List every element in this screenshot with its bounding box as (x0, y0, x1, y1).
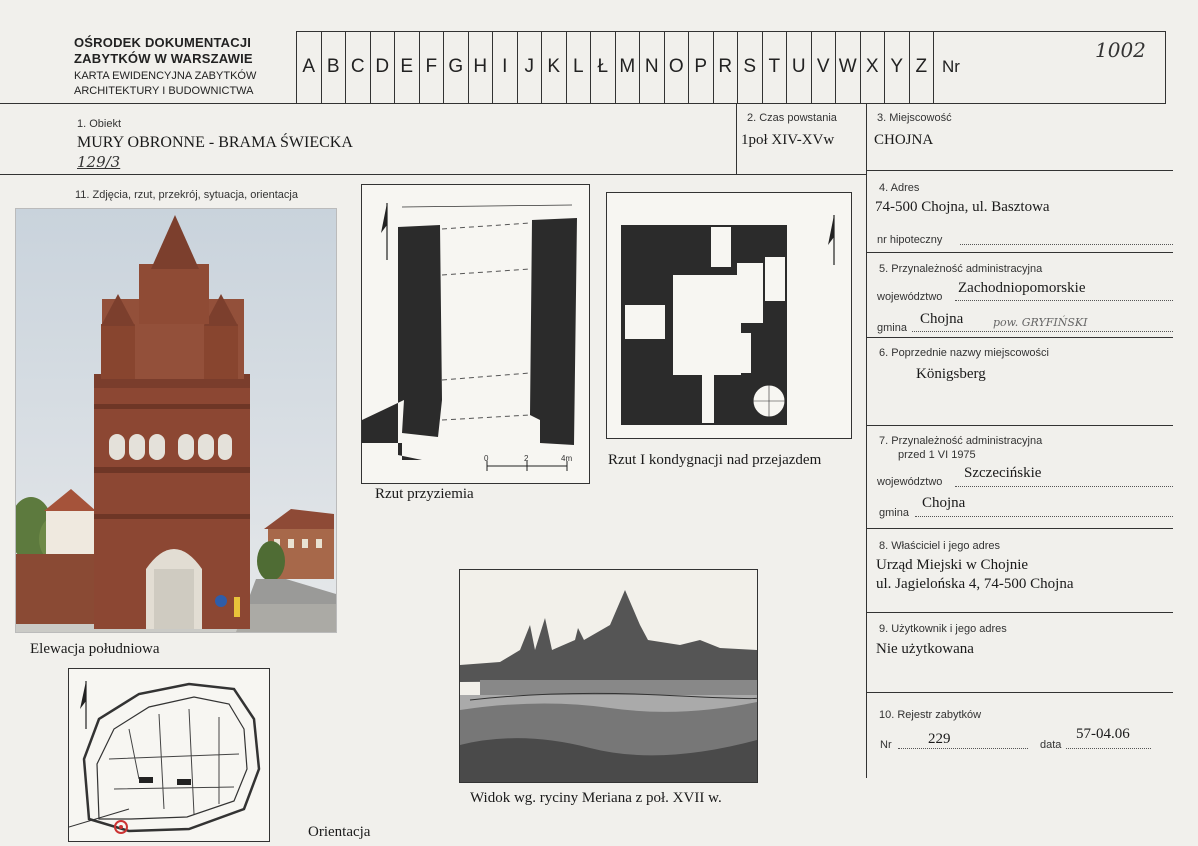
index-letter: M (615, 31, 640, 103)
index-letter: F (419, 31, 444, 103)
index-letter: Ł (590, 31, 615, 103)
index-letter: C (345, 31, 370, 103)
adres-value: 74-500 Chojna, ul. Basztowa (875, 199, 1050, 215)
index-letter: D (370, 31, 395, 103)
index-letter: G (443, 31, 468, 103)
zdjecia-label: 11. Zdjęcia, rzut, przekrój, sytuacja, orientacja (75, 189, 298, 201)
przynaleznosc-gmina-label: gmina (877, 322, 907, 334)
index-letter: V (811, 31, 836, 103)
index-letter: P (688, 31, 713, 103)
index-letter: A (296, 31, 321, 103)
poprzednie-label: 6. Poprzednie nazwy miejscowości (879, 347, 1049, 359)
rejestr-data-label: data (1040, 739, 1062, 751)
card-type-line2: ARCHITEKTURY I BUDOWNICTWA (74, 85, 254, 97)
poprzednie-value: Königsberg (916, 366, 986, 382)
index-letter: K (541, 31, 566, 103)
rejestr-nr-label: Nr (880, 739, 892, 751)
hipoteczny-label: nr hipoteczny (877, 234, 943, 246)
index-letter: U (786, 31, 811, 103)
scale-4: 4m (561, 454, 573, 463)
nr-label: Nr (933, 31, 976, 103)
wlasciciel-line1: Urząd Miejski w Chojnie (876, 557, 1029, 573)
wlasciciel-line2: ul. Jagielońska 4, 74-500 Chojna (876, 576, 1074, 592)
first-floor-plan-caption: Rzut I kondygnacji nad przejazdem (608, 452, 822, 468)
scale-0: 0 (484, 454, 489, 463)
obiekt-value: MURY OBRONNE - BRAMA ŚWIECKA (77, 134, 353, 151)
index-letter: R (713, 31, 738, 103)
index-letter: H (468, 31, 493, 103)
scale-2: 2 (524, 454, 529, 463)
ground-plan-caption: Rzut przyziemia (375, 486, 474, 502)
obiekt-label: 1. Obiekt (77, 118, 122, 130)
index-letter: E (394, 31, 419, 103)
index-letter: O (664, 31, 689, 103)
powiat-handwritten: pow. GRYFIŃSKI (993, 316, 1088, 329)
obiekt-handwritten-number: 129/3 (77, 153, 121, 171)
przynaleznosc-wojewodztwo-value: Zachodniopomorskie (958, 280, 1086, 296)
index-letter: T (762, 31, 787, 103)
przynaleznosc-wojewodztwo-label: województwo (877, 291, 943, 303)
przynaleznosc1975-date: przed 1 VI 1975 (898, 449, 976, 461)
index-letter: Y (884, 31, 909, 103)
ground-plan-drawing (361, 184, 590, 484)
miejscowosc-value: CHOJNA (874, 132, 934, 148)
org-name-line2: ZABYTKÓW W WARSZAWIE (74, 51, 253, 66)
wlasciciel-label: 8. Właściciel i jego adres (879, 540, 1001, 552)
czas-label: 2. Czas powstania (747, 112, 837, 124)
przynaleznosc-gmina-value: Chojna (920, 311, 964, 327)
index-letter: X (860, 31, 885, 103)
index-letter: B (321, 31, 346, 103)
card-type-line1: KARTA EWIDENCYJNA ZABYTKÓW (74, 70, 257, 82)
index-letter: Z (909, 31, 934, 103)
rejestr-nr-value: 229 (928, 731, 951, 747)
orientation-map (68, 668, 270, 842)
uzytkownik-label: 9. Użytkownik i jego adres (879, 623, 1007, 635)
miejscowosc-label: 3. Miejscowość (877, 112, 952, 124)
gate-photo (15, 208, 337, 633)
przynaleznosc1975-label: 7. Przynależność administracyjna (879, 435, 1043, 447)
czas-value: 1poł XIV-XVw (741, 132, 835, 148)
index-letter: S (737, 31, 762, 103)
przynaleznosc1975-wojewodztwo-value: Szczecińskie (964, 465, 1042, 481)
index-letter: W (835, 31, 860, 103)
adres-label: 4. Adres (879, 182, 920, 194)
index-letter: N (639, 31, 664, 103)
org-name-line1: OŚRODEK DOKUMENTACJI (74, 35, 252, 50)
przynaleznosc1975-gmina-value: Chojna (922, 495, 966, 511)
index-letter: L (566, 31, 591, 103)
index-letter: J (517, 31, 542, 103)
przynaleznosc1975-gmina-label: gmina (879, 507, 909, 519)
rejestr-data-value: 57-04.06 (1076, 726, 1130, 742)
index-letter: I (492, 31, 517, 103)
rejestr-label: 10. Rejestr zabytków (879, 709, 982, 721)
merian-engraving (459, 569, 758, 783)
photo-caption: Elewacja południowa (30, 641, 160, 657)
engraving-caption: Widok wg. ryciny Meriana z poł. XVII w. (470, 790, 722, 806)
alphabet-index (296, 31, 976, 103)
przynaleznosc1975-wojewodztwo-label: województwo (877, 476, 943, 488)
uzytkownik-value: Nie użytkowana (876, 641, 974, 657)
card-number: 1002 (1095, 38, 1146, 62)
first-floor-plan-drawing (606, 192, 852, 439)
przynaleznosc-label: 5. Przynależność administracyjna (879, 263, 1043, 275)
orientation-caption: Orientacja (308, 824, 371, 840)
